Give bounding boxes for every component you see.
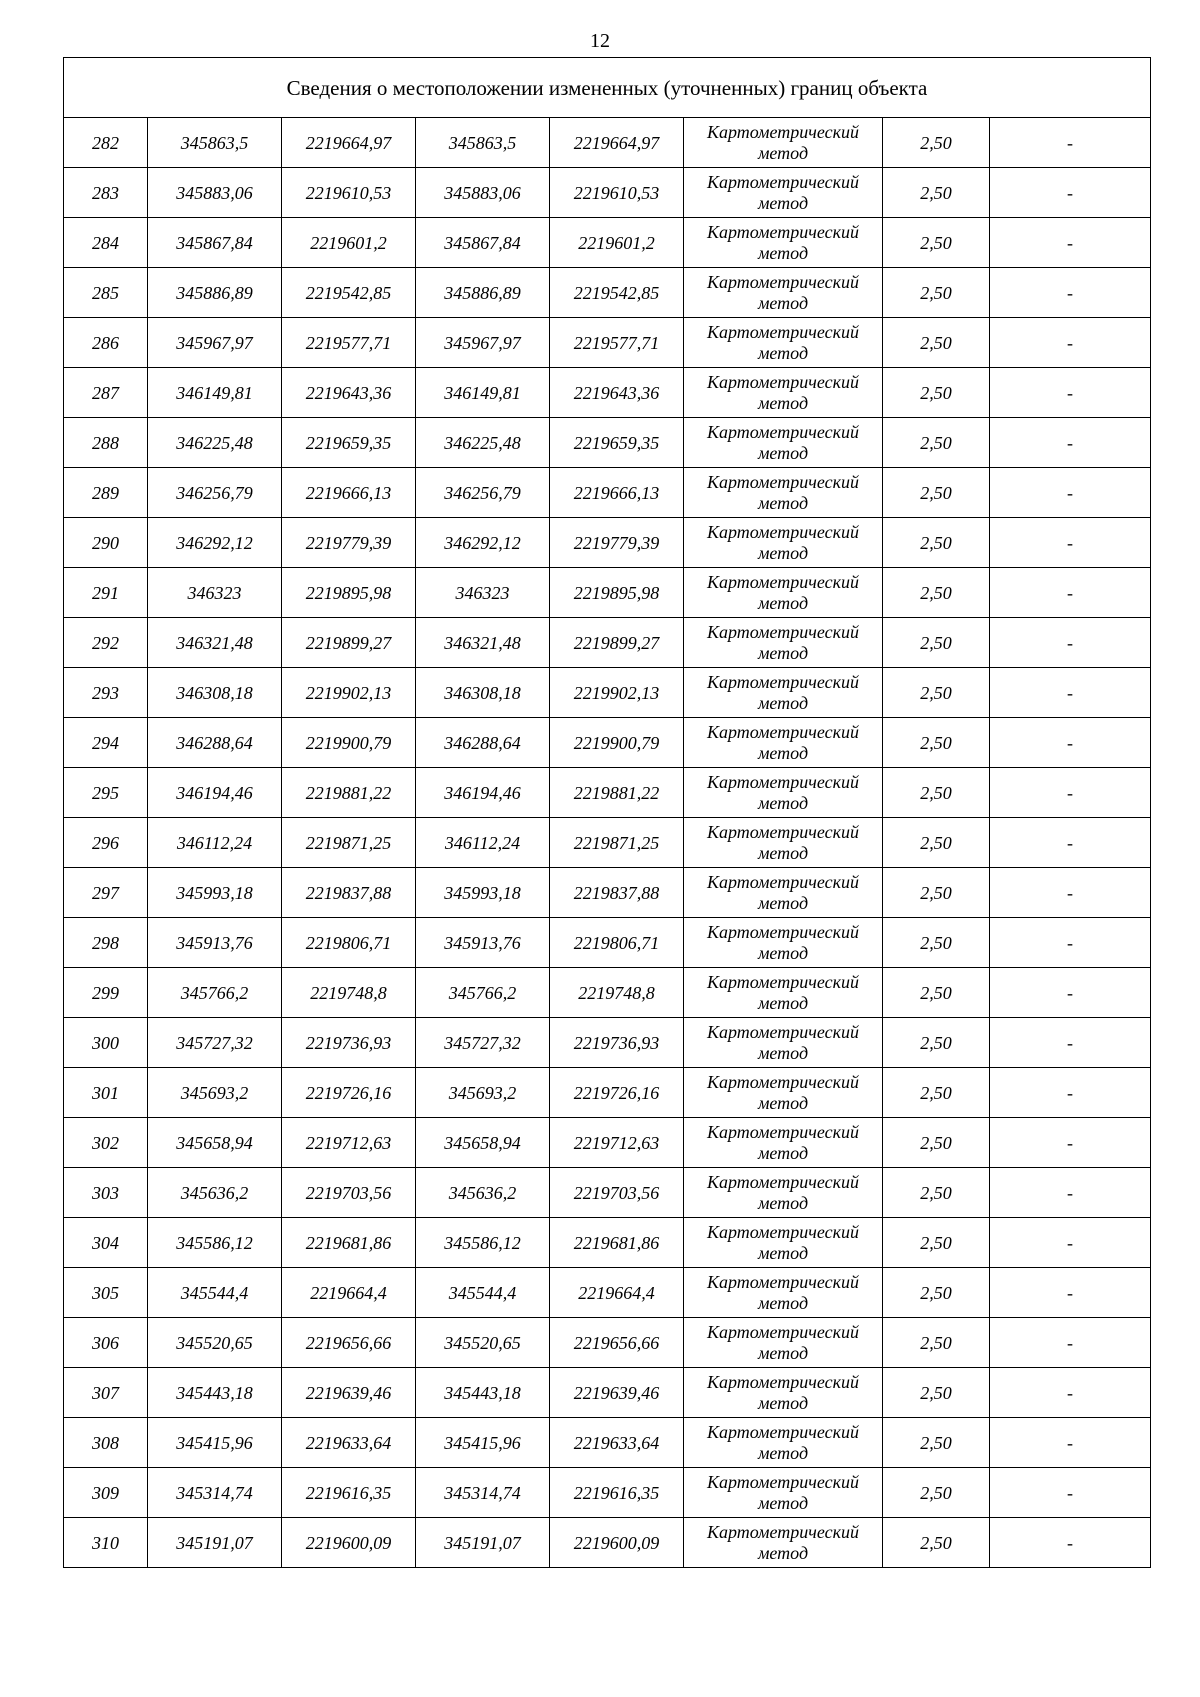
existing-x-cell: 346225,48: [148, 418, 282, 468]
method-cell: Картометрический метод: [684, 418, 883, 468]
method-cell: Картометрический метод: [684, 468, 883, 518]
accuracy-cell: 2,50: [883, 1218, 990, 1268]
existing-x-cell: 345520,65: [148, 1318, 282, 1368]
refined-x-cell: 345863,5: [416, 118, 550, 168]
point-number-cell: 292: [64, 618, 148, 668]
point-number-cell: 306: [64, 1318, 148, 1368]
refined-y-cell: 2219577,71: [550, 318, 684, 368]
method-cell: Картометрический метод: [684, 1418, 883, 1468]
refined-x-cell: 346292,12: [416, 518, 550, 568]
refined-x-cell: 345913,76: [416, 918, 550, 968]
point-number-cell: 308: [64, 1418, 148, 1468]
existing-x-cell: 345636,2: [148, 1168, 282, 1218]
accuracy-cell: 2,50: [883, 318, 990, 368]
existing-x-cell: 346323: [148, 568, 282, 618]
point-number-cell: 298: [64, 918, 148, 968]
existing-x-cell: 345766,2: [148, 968, 282, 1018]
point-number-cell: 288: [64, 418, 148, 468]
existing-x-cell: 345544,4: [148, 1268, 282, 1318]
existing-x-cell: 346288,64: [148, 718, 282, 768]
accuracy-cell: 2,50: [883, 668, 990, 718]
accuracy-cell: 2,50: [883, 818, 990, 868]
accuracy-cell: 2,50: [883, 1168, 990, 1218]
refined-y-cell: 2219664,97: [550, 118, 684, 168]
refined-y-cell: 2219601,2: [550, 218, 684, 268]
method-cell: Картометрический метод: [684, 1318, 883, 1368]
table-row: [64, 518, 1151, 568]
table-body: [64, 58, 1151, 1568]
existing-x-cell: 346308,18: [148, 668, 282, 718]
existing-x-cell: 345913,76: [148, 918, 282, 968]
existing-x-cell: 345886,89: [148, 268, 282, 318]
existing-y-cell: 2219871,25: [282, 818, 416, 868]
accuracy-cell: 2,50: [883, 918, 990, 968]
table-row: [64, 1268, 1151, 1318]
point-number-cell: 291: [64, 568, 148, 618]
existing-y-cell: 2219736,93: [282, 1018, 416, 1068]
existing-x-cell: 346292,12: [148, 518, 282, 568]
existing-y-cell: 2219779,39: [282, 518, 416, 568]
point-number-cell: 286: [64, 318, 148, 368]
table-row: [64, 318, 1151, 368]
table-row: [64, 818, 1151, 868]
point-number-cell: 287: [64, 368, 148, 418]
refined-x-cell: 345967,97: [416, 318, 550, 368]
section-title: Сведения о местоположении измененных (уточненных) границ объекта: [64, 58, 1151, 118]
table-row: [64, 268, 1151, 318]
refined-y-cell: 2219726,16: [550, 1068, 684, 1118]
table-row: [64, 1018, 1151, 1068]
accuracy-cell: 2,50: [883, 1318, 990, 1368]
table-row: [64, 118, 1151, 168]
method-cell: Картометрический метод: [684, 1168, 883, 1218]
method-cell: Картометрический метод: [684, 318, 883, 368]
refined-x-cell: 345520,65: [416, 1318, 550, 1368]
table-row: [64, 1118, 1151, 1168]
method-cell: Картометрический метод: [684, 568, 883, 618]
existing-x-cell: 345586,12: [148, 1218, 282, 1268]
existing-y-cell: 2219895,98: [282, 568, 416, 618]
existing-x-cell: 345443,18: [148, 1368, 282, 1418]
point-number-cell: 293: [64, 668, 148, 718]
refined-x-cell: 345883,06: [416, 168, 550, 218]
existing-y-cell: 2219664,97: [282, 118, 416, 168]
refined-x-cell: 345415,96: [416, 1418, 550, 1468]
method-cell: Картометрический метод: [684, 1118, 883, 1168]
existing-y-cell: 2219666,13: [282, 468, 416, 518]
existing-x-cell: 345867,84: [148, 218, 282, 268]
refined-x-cell: 345766,2: [416, 968, 550, 1018]
refined-y-cell: 2219610,53: [550, 168, 684, 218]
note-cell: -: [990, 518, 1151, 568]
table-row: [64, 1218, 1151, 1268]
refined-x-cell: 345886,89: [416, 268, 550, 318]
note-cell: -: [990, 418, 1151, 468]
point-number-cell: 284: [64, 218, 148, 268]
table-row: [64, 718, 1151, 768]
method-cell: Картометрический метод: [684, 1068, 883, 1118]
existing-x-cell: 346194,46: [148, 768, 282, 818]
existing-y-cell: 2219681,86: [282, 1218, 416, 1268]
existing-x-cell: 345863,5: [148, 118, 282, 168]
accuracy-cell: 2,50: [883, 1268, 990, 1318]
method-cell: Картометрический метод: [684, 718, 883, 768]
accuracy-cell: 2,50: [883, 268, 990, 318]
method-cell: Картометрический метод: [684, 768, 883, 818]
method-cell: Картометрический метод: [684, 818, 883, 868]
note-cell: -: [990, 1468, 1151, 1518]
method-cell: Картометрический метод: [684, 368, 883, 418]
point-number-cell: 297: [64, 868, 148, 918]
existing-y-cell: 2219703,56: [282, 1168, 416, 1218]
section-title-row: [64, 58, 1151, 118]
note-cell: -: [990, 1218, 1151, 1268]
refined-y-cell: 2219666,13: [550, 468, 684, 518]
accuracy-cell: 2,50: [883, 568, 990, 618]
point-number-cell: 302: [64, 1118, 148, 1168]
table-row: [64, 368, 1151, 418]
note-cell: -: [990, 468, 1151, 518]
table-row: [64, 1068, 1151, 1118]
accuracy-cell: 2,50: [883, 618, 990, 668]
accuracy-cell: 2,50: [883, 1118, 990, 1168]
existing-y-cell: 2219902,13: [282, 668, 416, 718]
existing-y-cell: 2219577,71: [282, 318, 416, 368]
existing-x-cell: 346321,48: [148, 618, 282, 668]
note-cell: -: [990, 1118, 1151, 1168]
existing-y-cell: 2219639,46: [282, 1368, 416, 1418]
refined-y-cell: 2219659,35: [550, 418, 684, 468]
refined-y-cell: 2219748,8: [550, 968, 684, 1018]
existing-y-cell: 2219542,85: [282, 268, 416, 318]
method-cell: Картометрический метод: [684, 118, 883, 168]
refined-y-cell: 2219656,66: [550, 1318, 684, 1368]
note-cell: -: [990, 868, 1151, 918]
refined-y-cell: 2219902,13: [550, 668, 684, 718]
method-cell: Картометрический метод: [684, 268, 883, 318]
table-row: [64, 418, 1151, 468]
existing-y-cell: 2219616,35: [282, 1468, 416, 1518]
existing-y-cell: 2219726,16: [282, 1068, 416, 1118]
refined-x-cell: 345314,74: [416, 1468, 550, 1518]
accuracy-cell: 2,50: [883, 218, 990, 268]
table-row: [64, 768, 1151, 818]
existing-x-cell: 345658,94: [148, 1118, 282, 1168]
accuracy-cell: 2,50: [883, 1018, 990, 1068]
existing-y-cell: 2219748,8: [282, 968, 416, 1018]
note-cell: -: [990, 1018, 1151, 1068]
note-cell: -: [990, 768, 1151, 818]
refined-y-cell: 2219681,86: [550, 1218, 684, 1268]
note-cell: -: [990, 168, 1151, 218]
existing-x-cell: 345967,97: [148, 318, 282, 368]
note-cell: -: [990, 918, 1151, 968]
accuracy-cell: 2,50: [883, 768, 990, 818]
point-number-cell: 299: [64, 968, 148, 1018]
point-number-cell: 310: [64, 1518, 148, 1568]
refined-x-cell: 346256,79: [416, 468, 550, 518]
existing-y-cell: 2219881,22: [282, 768, 416, 818]
accuracy-cell: 2,50: [883, 118, 990, 168]
table-row: [64, 668, 1151, 718]
refined-x-cell: 345658,94: [416, 1118, 550, 1168]
existing-y-cell: 2219656,66: [282, 1318, 416, 1368]
existing-x-cell: 346256,79: [148, 468, 282, 518]
refined-y-cell: 2219900,79: [550, 718, 684, 768]
existing-x-cell: 345993,18: [148, 868, 282, 918]
existing-y-cell: 2219659,35: [282, 418, 416, 468]
refined-x-cell: 346308,18: [416, 668, 550, 718]
method-cell: Картометрический метод: [684, 968, 883, 1018]
existing-x-cell: 346149,81: [148, 368, 282, 418]
existing-x-cell: 345415,96: [148, 1418, 282, 1468]
method-cell: Картометрический метод: [684, 218, 883, 268]
existing-y-cell: 2219806,71: [282, 918, 416, 968]
method-cell: Картометрический метод: [684, 1468, 883, 1518]
refined-x-cell: 345636,2: [416, 1168, 550, 1218]
note-cell: -: [990, 968, 1151, 1018]
refined-x-cell: 346194,46: [416, 768, 550, 818]
boundary-coordinates-table: [63, 57, 1151, 1568]
note-cell: -: [990, 368, 1151, 418]
refined-x-cell: 345693,2: [416, 1068, 550, 1118]
note-cell: -: [990, 668, 1151, 718]
existing-y-cell: 2219643,36: [282, 368, 416, 418]
refined-y-cell: 2219542,85: [550, 268, 684, 318]
method-cell: Картометрический метод: [684, 168, 883, 218]
refined-x-cell: 345443,18: [416, 1368, 550, 1418]
refined-y-cell: 2219806,71: [550, 918, 684, 968]
refined-y-cell: 2219712,63: [550, 1118, 684, 1168]
note-cell: -: [990, 1368, 1151, 1418]
refined-x-cell: 346112,24: [416, 818, 550, 868]
existing-y-cell: 2219601,2: [282, 218, 416, 268]
point-number-cell: 307: [64, 1368, 148, 1418]
table-row: [64, 1318, 1151, 1368]
refined-x-cell: 346149,81: [416, 368, 550, 418]
refined-y-cell: 2219616,35: [550, 1468, 684, 1518]
accuracy-cell: 2,50: [883, 368, 990, 418]
accuracy-cell: 2,50: [883, 1068, 990, 1118]
refined-y-cell: 2219837,88: [550, 868, 684, 918]
note-cell: -: [990, 718, 1151, 768]
existing-x-cell: 345693,2: [148, 1068, 282, 1118]
existing-y-cell: 2219664,4: [282, 1268, 416, 1318]
refined-x-cell: 346288,64: [416, 718, 550, 768]
page-number: 12: [590, 30, 610, 52]
existing-x-cell: 346112,24: [148, 818, 282, 868]
point-number-cell: 294: [64, 718, 148, 768]
refined-x-cell: 345867,84: [416, 218, 550, 268]
table-row: [64, 968, 1151, 1018]
point-number-cell: 283: [64, 168, 148, 218]
note-cell: -: [990, 1518, 1151, 1568]
refined-x-cell: 345727,32: [416, 1018, 550, 1068]
method-cell: Картометрический метод: [684, 868, 883, 918]
point-number-cell: 304: [64, 1218, 148, 1268]
existing-y-cell: 2219610,53: [282, 168, 416, 218]
table-row: [64, 1368, 1151, 1418]
accuracy-cell: 2,50: [883, 418, 990, 468]
accuracy-cell: 2,50: [883, 718, 990, 768]
refined-y-cell: 2219664,4: [550, 1268, 684, 1318]
table-row: [64, 568, 1151, 618]
note-cell: -: [990, 1168, 1151, 1218]
method-cell: Картометрический метод: [684, 618, 883, 668]
accuracy-cell: 2,50: [883, 1468, 990, 1518]
method-cell: Картометрический метод: [684, 1518, 883, 1568]
existing-x-cell: 345883,06: [148, 168, 282, 218]
refined-x-cell: 345191,07: [416, 1518, 550, 1568]
point-number-cell: 309: [64, 1468, 148, 1518]
table-row: [64, 918, 1151, 968]
existing-y-cell: 2219633,64: [282, 1418, 416, 1468]
method-cell: Картометрический метод: [684, 1218, 883, 1268]
table-row: [64, 468, 1151, 518]
existing-y-cell: 2219899,27: [282, 618, 416, 668]
note-cell: -: [990, 318, 1151, 368]
refined-y-cell: 2219895,98: [550, 568, 684, 618]
point-number-cell: 301: [64, 1068, 148, 1118]
table-row: [64, 868, 1151, 918]
note-cell: -: [990, 1418, 1151, 1468]
table-row: [64, 618, 1151, 668]
refined-y-cell: 2219600,09: [550, 1518, 684, 1568]
existing-x-cell: 345191,07: [148, 1518, 282, 1568]
note-cell: -: [990, 1268, 1151, 1318]
note-cell: -: [990, 818, 1151, 868]
refined-y-cell: 2219633,64: [550, 1418, 684, 1468]
existing-x-cell: 345314,74: [148, 1468, 282, 1518]
existing-y-cell: 2219900,79: [282, 718, 416, 768]
refined-y-cell: 2219643,36: [550, 368, 684, 418]
refined-x-cell: 346321,48: [416, 618, 550, 668]
refined-x-cell: 345544,4: [416, 1268, 550, 1318]
point-number-cell: 285: [64, 268, 148, 318]
note-cell: -: [990, 1068, 1151, 1118]
refined-y-cell: 2219779,39: [550, 518, 684, 568]
refined-y-cell: 2219639,46: [550, 1368, 684, 1418]
point-number-cell: 305: [64, 1268, 148, 1318]
note-cell: -: [990, 218, 1151, 268]
existing-y-cell: 2219837,88: [282, 868, 416, 918]
point-number-cell: 296: [64, 818, 148, 868]
point-number-cell: 303: [64, 1168, 148, 1218]
accuracy-cell: 2,50: [883, 468, 990, 518]
accuracy-cell: 2,50: [883, 168, 990, 218]
accuracy-cell: 2,50: [883, 1518, 990, 1568]
method-cell: Картометрический метод: [684, 668, 883, 718]
method-cell: Картометрический метод: [684, 1368, 883, 1418]
accuracy-cell: 2,50: [883, 1418, 990, 1468]
method-cell: Картометрический метод: [684, 518, 883, 568]
refined-x-cell: 345993,18: [416, 868, 550, 918]
point-number-cell: 289: [64, 468, 148, 518]
point-number-cell: 290: [64, 518, 148, 568]
refined-x-cell: 346225,48: [416, 418, 550, 468]
accuracy-cell: 2,50: [883, 1368, 990, 1418]
existing-y-cell: 2219600,09: [282, 1518, 416, 1568]
accuracy-cell: 2,50: [883, 518, 990, 568]
table-row: [64, 1518, 1151, 1568]
accuracy-cell: 2,50: [883, 868, 990, 918]
refined-y-cell: 2219871,25: [550, 818, 684, 868]
existing-x-cell: 345727,32: [148, 1018, 282, 1068]
refined-y-cell: 2219881,22: [550, 768, 684, 818]
table-row: [64, 168, 1151, 218]
note-cell: -: [990, 118, 1151, 168]
note-cell: -: [990, 618, 1151, 668]
method-cell: Картометрический метод: [684, 1018, 883, 1068]
method-cell: Картометрический метод: [684, 1268, 883, 1318]
table-row: [64, 1168, 1151, 1218]
accuracy-cell: 2,50: [883, 968, 990, 1018]
note-cell: -: [990, 568, 1151, 618]
refined-y-cell: 2219899,27: [550, 618, 684, 668]
refined-y-cell: 2219703,56: [550, 1168, 684, 1218]
refined-y-cell: 2219736,93: [550, 1018, 684, 1068]
table-row: [64, 1418, 1151, 1468]
existing-y-cell: 2219712,63: [282, 1118, 416, 1168]
refined-x-cell: 345586,12: [416, 1218, 550, 1268]
table-row: [64, 218, 1151, 268]
refined-x-cell: 346323: [416, 568, 550, 618]
note-cell: -: [990, 1318, 1151, 1368]
table-row: [64, 1468, 1151, 1518]
method-cell: Картометрический метод: [684, 918, 883, 968]
point-number-cell: 282: [64, 118, 148, 168]
point-number-cell: 300: [64, 1018, 148, 1068]
point-number-cell: 295: [64, 768, 148, 818]
note-cell: -: [990, 268, 1151, 318]
